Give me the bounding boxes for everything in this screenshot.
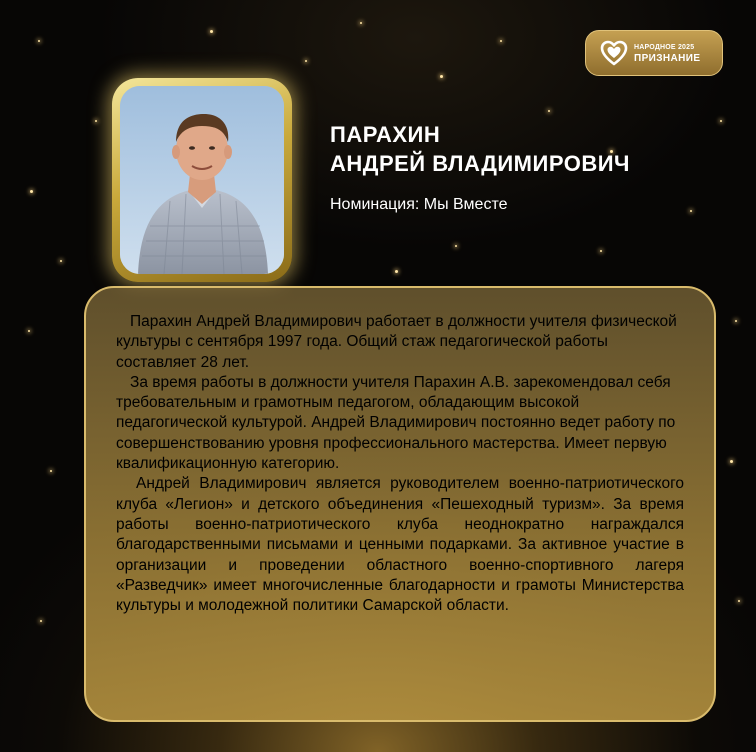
sparkle <box>60 260 62 262</box>
sparkle <box>395 270 398 273</box>
sparkle <box>720 120 722 122</box>
sparkle <box>735 320 737 322</box>
sparkle <box>40 620 42 622</box>
portrait-frame <box>112 78 292 282</box>
heart-icon <box>600 40 628 66</box>
bio-paragraph-2: За время работы в должности учителя Парахин А.В. зарекомендовал себя требовательным и грамотным педагогом, обладающим высокой педагогической культурой. Андрей Владимирович постоянно ведет работу по совершенствованию уровня профессионального мастерства. Имеет первую квалификационную категорию. <box>116 373 676 473</box>
biography-panel <box>84 286 716 722</box>
sparkle <box>95 120 97 122</box>
sparkle <box>455 245 457 247</box>
sparkle <box>690 210 692 212</box>
sparkle <box>30 190 33 193</box>
sparkle <box>548 110 550 112</box>
bio-paragraph-3: Андрей Владимирович является руководителем военно-патриотического клуба «Легион» и детского объединения «Пешеходный туризм». За время работы военно-патриотического клуба неоднократно награждался благодарственными письмами и ценными подарками. За активное участие в организации и проведении областного военно-спортивного лагеря «Разведчик» имеет многочисленные благодарности и грамоты Министерства культуры и молодежной политики Самарской области. <box>116 475 684 615</box>
sparkle <box>210 30 213 33</box>
nomination-label: Номинация: Мы Вместе <box>330 196 508 213</box>
sparkle <box>28 330 30 332</box>
logo-line1: НАРОДНОЕ 2025 <box>634 44 695 51</box>
biography-text <box>116 312 684 616</box>
logo-line2: ПРИЗНАНИЕ <box>634 53 701 64</box>
sparkle <box>305 60 307 62</box>
person-name <box>330 120 630 178</box>
bio-paragraph-1: Парахин Андрей Владимирович работает в должности учителя физической культуры с сентября 1997 года. Общий стаж педагогической работы составляет 28 лет. <box>116 313 677 371</box>
sparkle <box>440 75 443 78</box>
given-names: АНДРЕЙ ВЛАДИМИРОВИЧ <box>330 151 630 176</box>
logo-text <box>634 42 700 64</box>
sparkle <box>600 250 602 252</box>
person-illustration <box>120 86 284 274</box>
sparkle <box>360 22 362 24</box>
surname: ПАРАХИН <box>330 122 441 147</box>
sparkle <box>730 460 733 463</box>
logo-badge <box>585 30 723 76</box>
sparkle <box>38 40 40 42</box>
sparkle <box>50 470 52 472</box>
portrait-photo <box>120 86 284 274</box>
sparkle <box>738 600 740 602</box>
sparkle <box>500 40 502 42</box>
